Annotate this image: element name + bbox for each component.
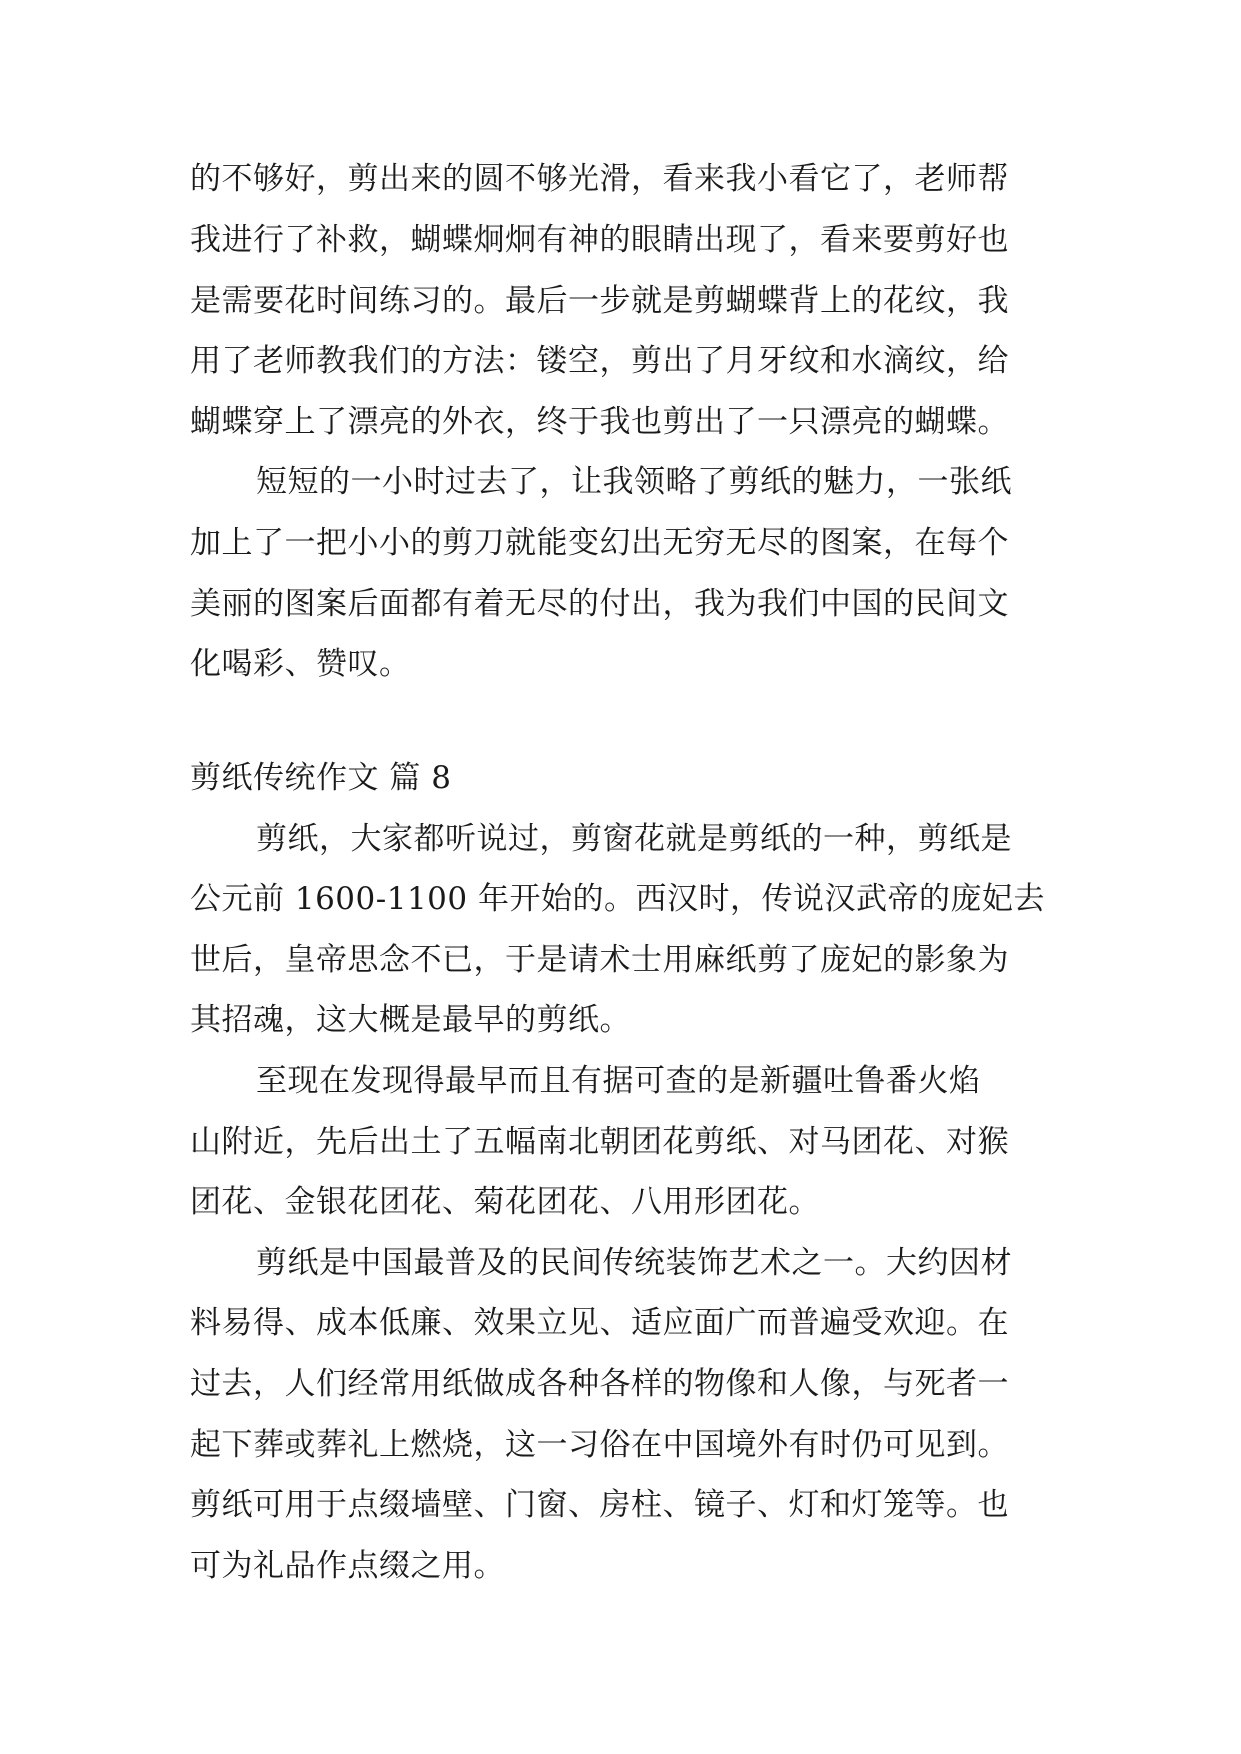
section8-p3-line-4: 起下葬或葬礼上燃烧，这一习俗在中国境外有时仍可见到。: [190, 1427, 1009, 1463]
section8-p1-line-4: 其招魂，这大概是最早的剪纸。: [190, 1002, 631, 1038]
section8-p1-line-2: 公元前 1600-1100 年开始的。西汉时，传说汉武帝的庞妃去: [190, 881, 1045, 917]
section7-p2-line-3: 美丽的图案后面都有着无尽的付出，我为我们中国的民间文: [190, 586, 1009, 622]
section8-p3-line-1: 剪纸是中国最普及的民间传统装饰艺术之一。大约因材: [256, 1245, 1012, 1281]
section7-p1-line-4: 用了老师教我们的方法：镂空，剪出了月牙纹和水滴纹，给: [190, 343, 1009, 379]
section8-p3-line-2: 料易得、成本低廉、效果立见、适应面广而普遍受欢迎。在: [190, 1305, 1009, 1341]
section8-p2-line-1: 至现在发现得最早而且有据可查的是新疆吐鲁番火焰: [256, 1063, 981, 1099]
section8-p1-line-1: 剪纸，大家都听说过，剪窗花就是剪纸的一种，剪纸是: [256, 821, 1012, 857]
section7-p2-line-2: 加上了一把小小的剪刀就能变幻出无穷无尽的图案，在每个: [190, 525, 1009, 561]
section8-p3-line-6: 可为礼品作点缀之用。: [190, 1548, 505, 1584]
section8-p2-line-2: 山附近，先后出土了五幅南北朝团花剪纸、对马团花、对猴: [190, 1124, 1009, 1160]
section7-p1-line-3: 是需要花时间练习的。最后一步就是剪蝴蝶背上的花纹，我: [190, 283, 1009, 319]
section8-p1-line-3: 世后，皇帝思念不已，于是请术士用麻纸剪了庞妃的影象为: [190, 942, 1009, 978]
section8-title: 剪纸传统作文 篇 8: [190, 760, 452, 796]
section7-p1-line-5: 蝴蝶穿上了漂亮的外衣，终于我也剪出了一只漂亮的蝴蝶。: [190, 404, 1009, 440]
section7-p2-line-4: 化喝彩、赞叹。: [190, 646, 411, 682]
section8-p3-line-3: 过去，人们经常用纸做成各种各样的物像和人像，与死者一: [190, 1366, 1009, 1402]
section8-p2-line-3: 团花、金银花团花、菊花团花、八用形团花。: [190, 1184, 820, 1220]
section8-p3-line-5: 剪纸可用于点缀墙壁、门窗、房柱、镜子、灯和灯笼等。也: [190, 1487, 1009, 1523]
section7-p1-line-1: 的不够好，剪出来的圆不够光滑，看来我小看它了，老师帮: [190, 161, 1009, 197]
section7-p1-line-2: 我进行了补救，蝴蝶炯炯有神的眼睛出现了，看来要剪好也: [190, 222, 1009, 258]
section7-p2-line-1: 短短的一小时过去了，让我领略了剪纸的魅力，一张纸: [256, 464, 1012, 500]
